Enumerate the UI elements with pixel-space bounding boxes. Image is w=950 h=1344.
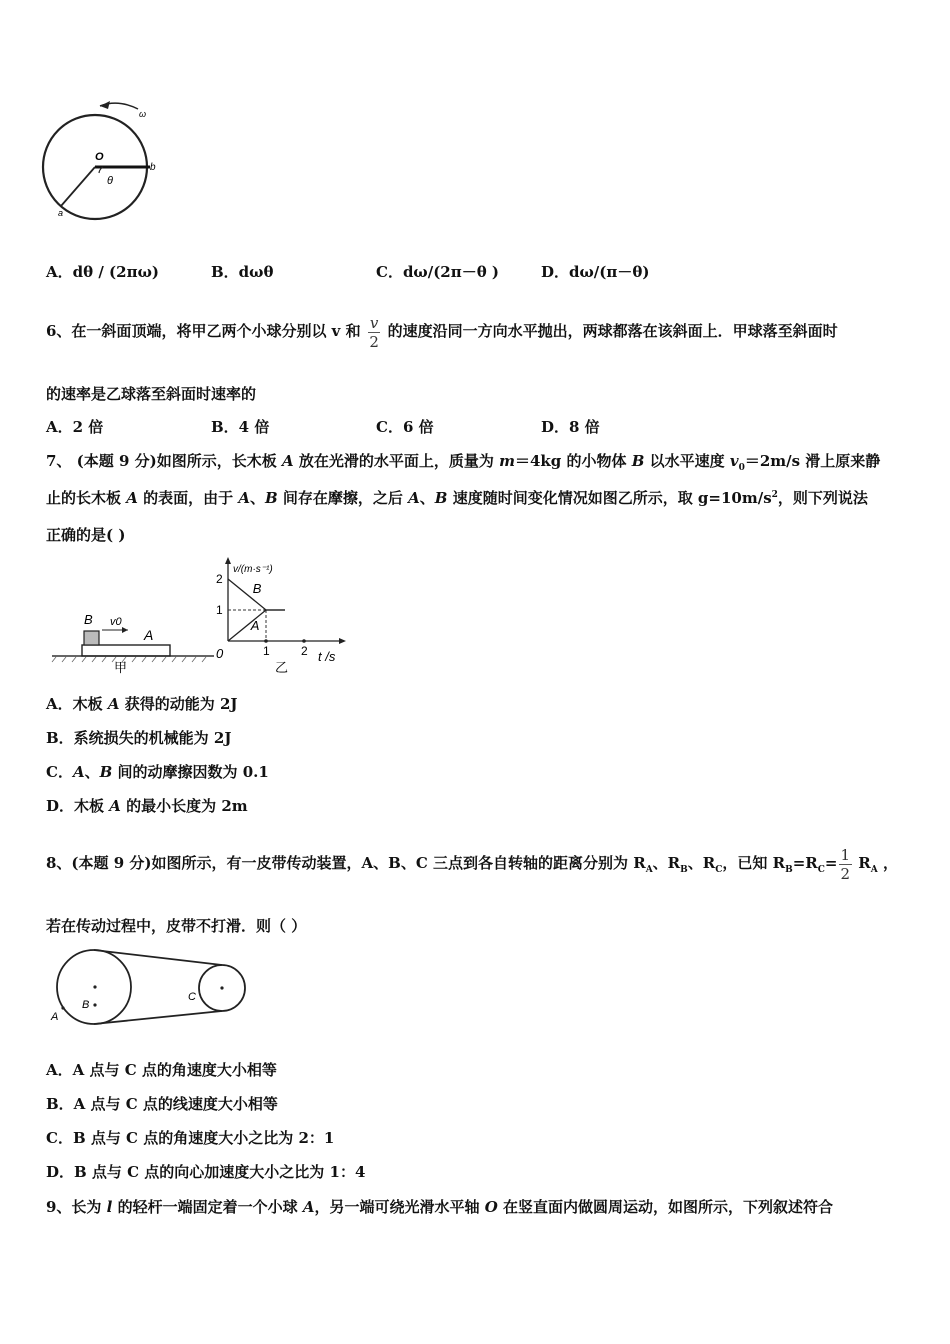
q8-fig-A: A [51,1011,59,1023]
q7-l2-A2: A [238,489,250,507]
q7-fig-A: A [144,627,154,643]
q7-option-b: B．系统损失的机械能为 2J [46,729,232,747]
b-label: b [150,162,156,173]
q7-fig-caption-jia: 甲 [114,660,128,675]
q7-xtick-dot-1 [264,639,268,643]
q7-board-figure [48,600,218,680]
q6-option-b: B．4 倍 [211,418,270,436]
q8-option-c: C．B 点与 C 点的角速度大小之比为 2：1 [46,1129,335,1147]
q7-xtick-dot-2 [302,639,306,643]
q7-fig-B: B [84,612,93,627]
q7-l1-v: v [729,452,739,470]
q7-curve-label-A: A [250,618,260,634]
q7-chart-xlabel: t /s [318,649,336,664]
q7-stem-line3: 正确的是( ) [46,526,126,544]
q8-belt-figure [44,945,254,1035]
q6-text-before: 6、在一斜面顶端，将甲乙两个小球分别以 v 和 [46,322,361,340]
q6-stem-line2: 的速率是乙球落至斜面时速率的 [46,385,257,403]
q7-xtick-1: 1 [263,644,270,658]
q7-l2-A1: A [126,489,138,507]
q7-l1-m: m [499,452,515,470]
q7-l2-e: 速度随时间变化情况如图乙所示，取 g=10m/s [447,489,772,507]
q5-rotating-disk-figure [40,95,170,225]
q7-chart-caption: 乙 [275,660,289,675]
q7-l2-c: 、 [249,489,265,507]
q6-frac-num: v [369,313,379,332]
q7-chart-origin: 0 [216,646,224,661]
q7-l2-sq: 2 [771,490,778,500]
q5-option-c: C．dω/(2π－θ ) [376,263,500,281]
omega-label: ω [139,109,147,119]
q7-l1-e: ＝2m/s 滑上原来静 [744,452,881,470]
q7-l1-B: B [631,452,645,470]
q7-ytick-2: 2 [216,572,223,586]
q5-option-a: A．dθ / (2πω) [46,263,159,281]
q7-l1-c: ＝4kg 的小物体 [514,452,632,470]
q6-option-d: D．8 倍 [541,418,600,436]
q7-l1-vsub: 0 [738,463,745,473]
a-label: a [58,208,64,218]
q7-l2-b: 的表面，由于 [137,489,239,507]
theta-label: θ [107,175,113,187]
q7-l2-a: 止的长木板 [46,489,127,507]
q7-curve-label-B: B [252,580,262,596]
q7-option-c: C．A、B 间的动摩擦因数为 0.1 [46,763,269,781]
q7-l2-B2: B [434,489,448,507]
q7-option-d: D．木板 A 的最小长度为 2m [46,797,248,815]
q6-option-a: A．2 倍 [46,418,104,436]
q8-stem-line2: 若在传动过程中，皮带不打滑．则（ ） [46,917,307,935]
q7-stem-line1 [46,450,880,473]
q8-option-d: D．B 点与 C 点的向心加速度大小之比为 1：4 [46,1163,366,1181]
q7-fig-v0: v0 [110,616,122,628]
q7-l2-f: ，则下列说法 [777,489,868,507]
q8-stem-line1: 8、(本题 9 分)如图所示，有一皮带传动装置，A、B、C 三点到各自转轴的距离分别为 $R_A$、$R_B$、$R_C$，已知 $R_B=R_C=$ $\frac{1}{2}$ $R_A$ ， [46,845,898,883]
q8-fig-C: C [188,991,196,1003]
q7-l1-d: 以水平速度 [644,452,730,470]
q7-l1-A: A [281,452,294,470]
q8-option-a: A．A 点与 C 点的角速度大小相等 [46,1061,277,1079]
q7-l2-B1: B [264,489,278,507]
q7-vt-chart [200,555,360,675]
q7-l2-d: 间存在摩擦，之后 [277,489,409,507]
o-label: O [95,151,104,163]
q8-fig-B: B [82,999,90,1011]
q9-stem-line1: 9、长为 l 的轻杆一端固定着一个小球 A，另一端可绕光滑水平轴 O 在竖直面内做圆周运动，如图所示，下列叙述符合 [46,1198,834,1216]
q5-option-d: D．dω/(π－θ) [541,263,650,281]
q6-frac-den: 2 [369,332,379,351]
q7-l2-A3: A [408,489,420,507]
q6-stem-line1 [46,296,838,366]
q7-l2-c2: 、 [419,489,435,507]
q8-option-b: B．A 点与 C 点的线速度大小相等 [46,1095,278,1113]
q7-xtick-2: 2 [301,644,308,658]
q8-frac-num: 1 [840,845,851,864]
q7-l1-a: 7、 (本题 9 分)如图所示，长木板 [46,452,282,470]
q7-option-a: A．木板 A 获得的动能为 2J [46,695,238,713]
q8-frac-den: 2 [840,864,851,883]
q6-option-c: C．6 倍 [376,418,434,436]
q5-option-b: B．dωθ [211,263,274,281]
q7-ytick-1: 1 [216,603,223,617]
q7-chart-ylabel: v/(m·s⁻¹) [233,564,273,575]
q7-stem-line2 [46,487,868,508]
q7-l1-b: 放在光滑的水平面上，质量为 [293,452,500,470]
q6-text-after: 的速度沿同一方向水平抛出，两球都落在该斜面上．甲球落至斜面时 [387,322,838,340]
